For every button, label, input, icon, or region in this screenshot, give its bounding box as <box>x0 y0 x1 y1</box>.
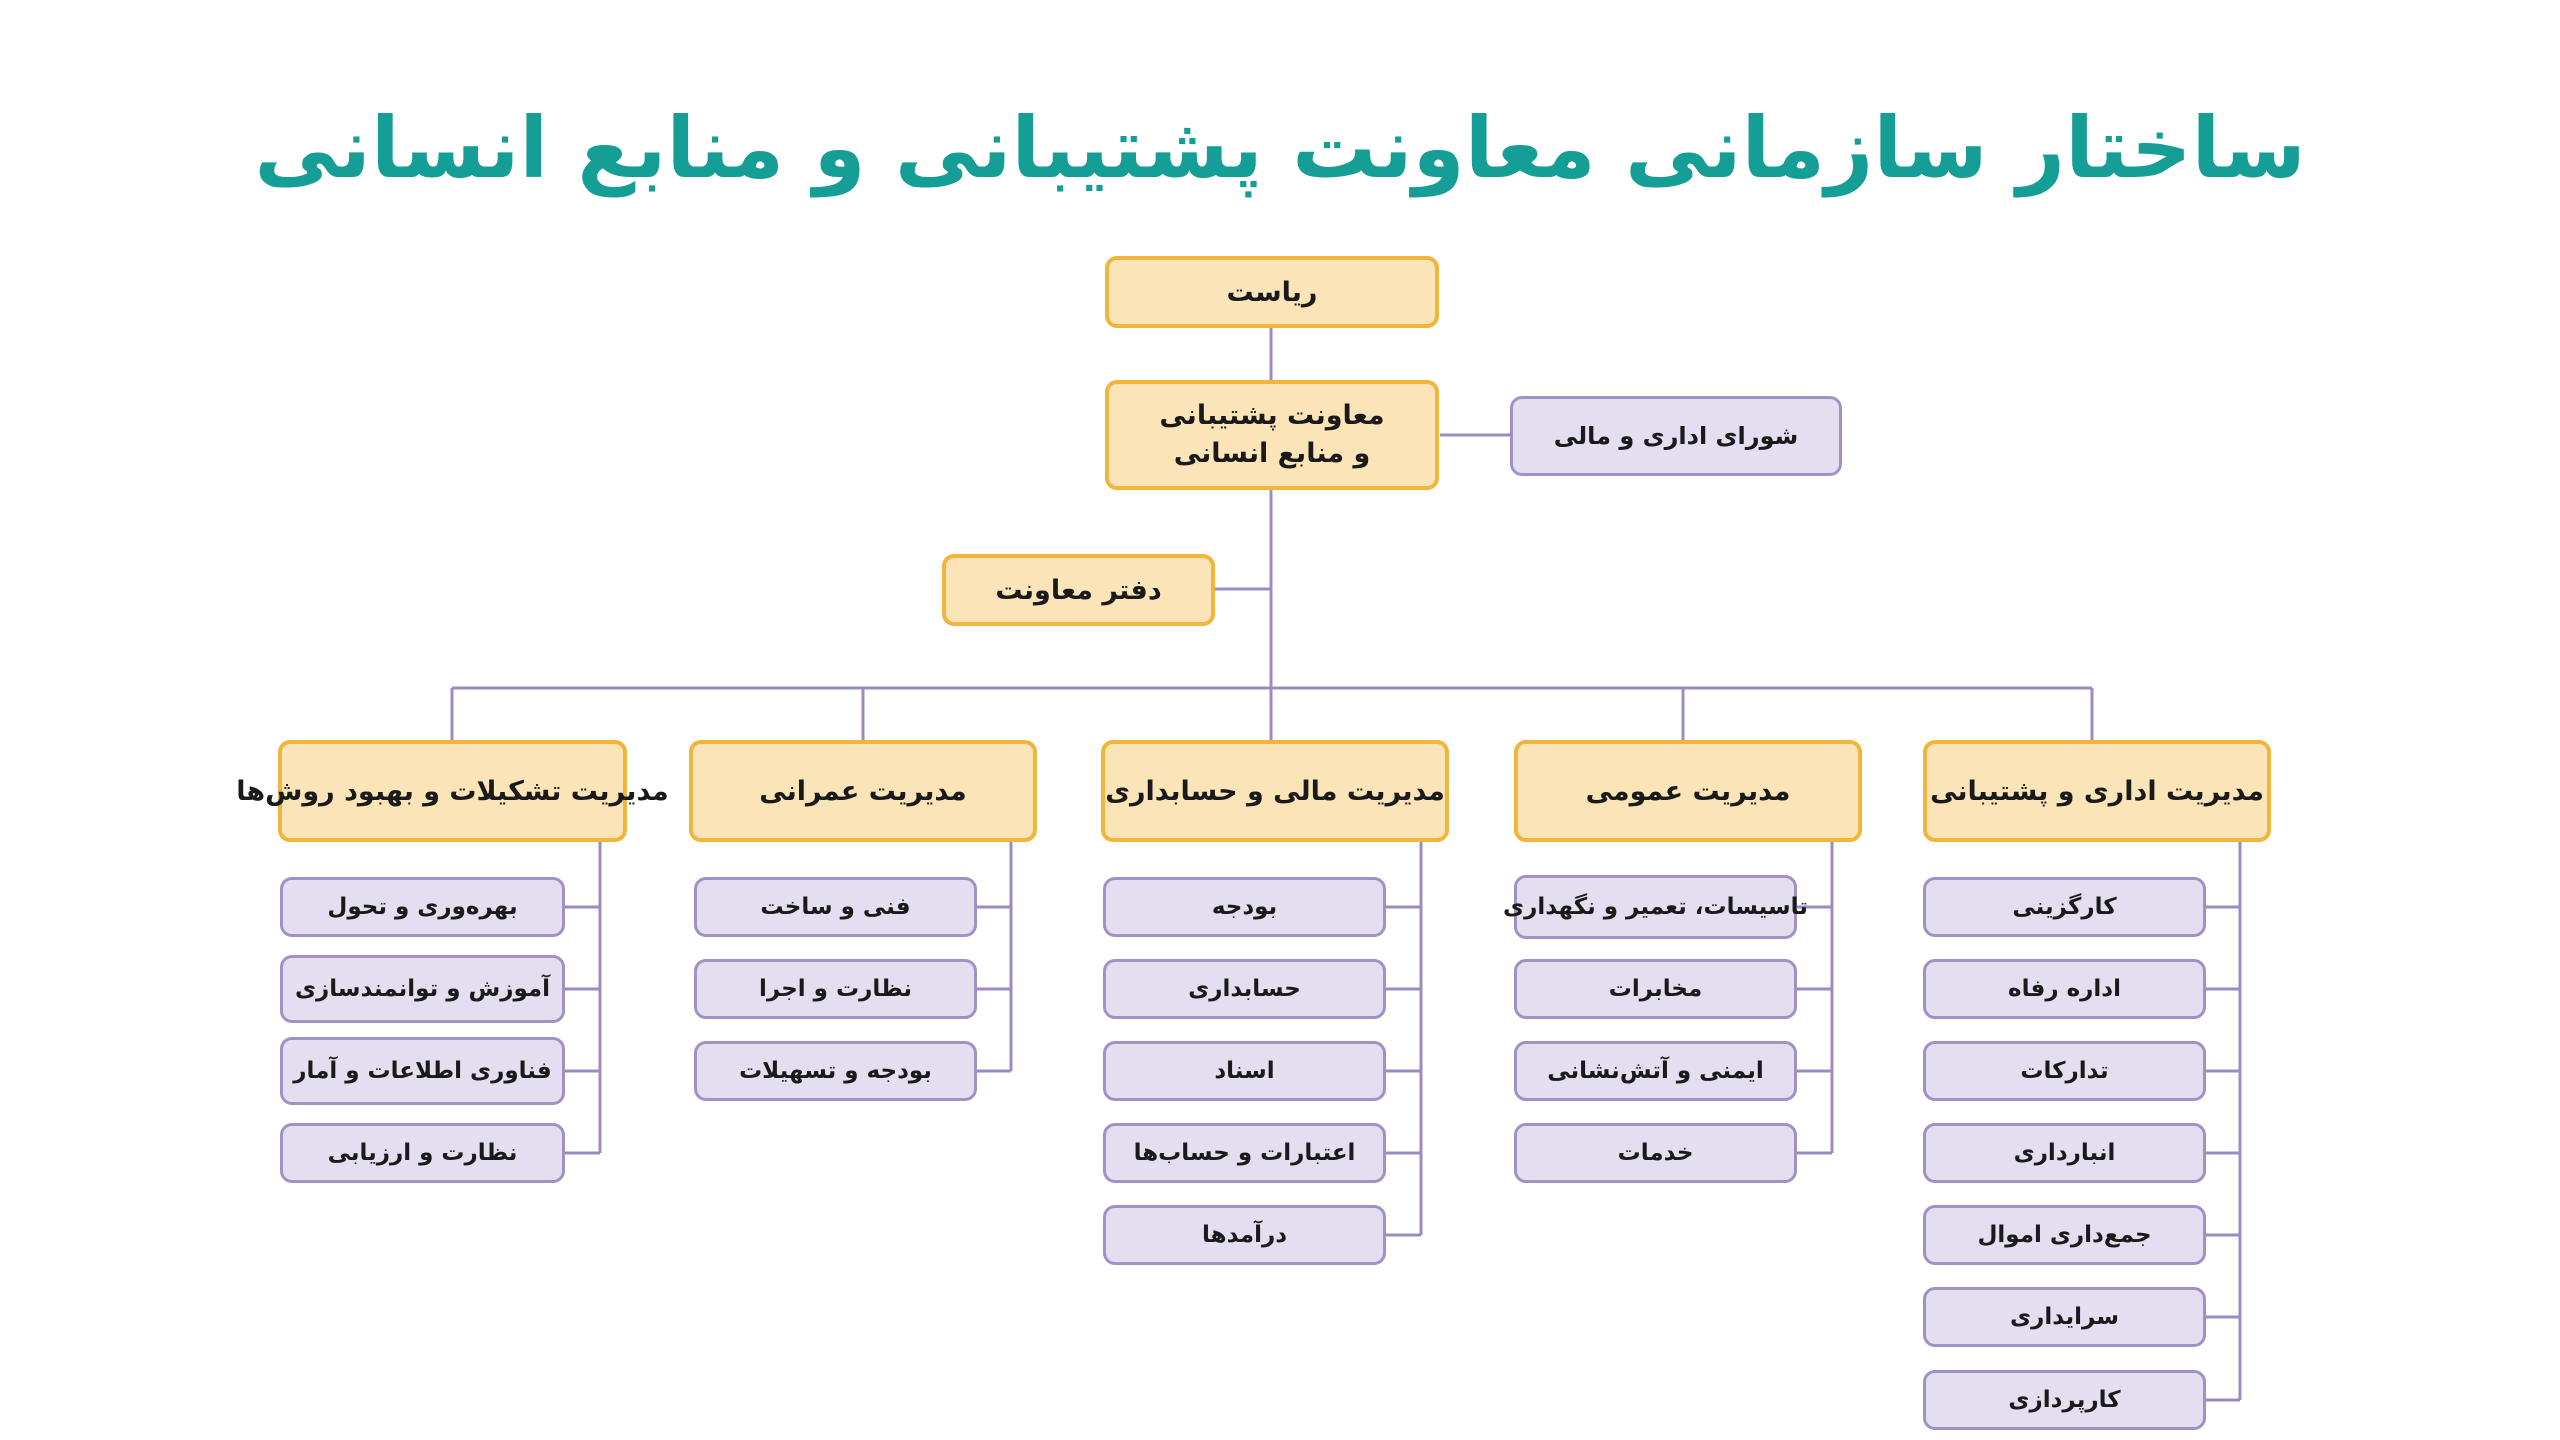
unit-box: اداره رفاه <box>1923 959 2206 1019</box>
unit-box: فناوری اطلاعات و آمار <box>280 1037 565 1105</box>
unit-box: بودجه و تسهیلات <box>694 1041 977 1101</box>
head-box: ریاست <box>1105 256 1439 328</box>
page-title: ساختار سازمانی معاونت پشتیبانی و منابع انسانی <box>254 99 2306 197</box>
department-construction: مدیریت عمرانی <box>689 740 1037 842</box>
unit-box: آموزش و توانمندسازی <box>280 955 565 1023</box>
department-admin-support: مدیریت اداری و پشتیبانی <box>1923 740 2271 842</box>
deputy-label-line2: و منابع انسانی <box>1173 438 1371 469</box>
deputy-box <box>1105 380 1439 490</box>
unit-box: نظارت و ارزیابی <box>280 1123 565 1183</box>
unit-box: نظارت و اجرا <box>694 959 977 1019</box>
unit-box: اعتبارات و حساب‌ها <box>1103 1123 1386 1183</box>
unit-box: درآمدها <box>1103 1205 1386 1265</box>
department-finance: مدیریت مالی و حسابداری <box>1101 740 1449 842</box>
department-general: مدیریت عمومی <box>1514 740 1862 842</box>
unit-box: حسابداری <box>1103 959 1386 1019</box>
unit-box: جمع‌داری اموال <box>1923 1205 2206 1265</box>
unit-box: کارپردازی <box>1923 1370 2206 1430</box>
unit-box: تاسیسات، تعمیر و نگهداری <box>1514 875 1797 939</box>
unit-box: فنی و ساخت <box>694 877 977 937</box>
unit-box: ایمنی و آتش‌نشانی <box>1514 1041 1797 1101</box>
deputy-label-line1: معاونت پشتیبانی <box>1159 400 1385 431</box>
office-box: دفتر معاونت <box>942 554 1215 626</box>
unit-box: تدارکات <box>1923 1041 2206 1101</box>
unit-box: اسناد <box>1103 1041 1386 1101</box>
unit-box: بودجه <box>1103 877 1386 937</box>
unit-box: سرایداری <box>1923 1287 2206 1347</box>
department-organization-methods: مدیریت تشکیلات و بهبود روش‌ها <box>278 740 627 842</box>
unit-box: خدمات <box>1514 1123 1797 1183</box>
unit-box: کارگزینی <box>1923 877 2206 937</box>
council-box: شورای اداری و مالی <box>1510 396 1842 476</box>
unit-box: انبارداری <box>1923 1123 2206 1183</box>
unit-box: بهره‌وری و تحول <box>280 877 565 937</box>
unit-box: مخابرات <box>1514 959 1797 1019</box>
